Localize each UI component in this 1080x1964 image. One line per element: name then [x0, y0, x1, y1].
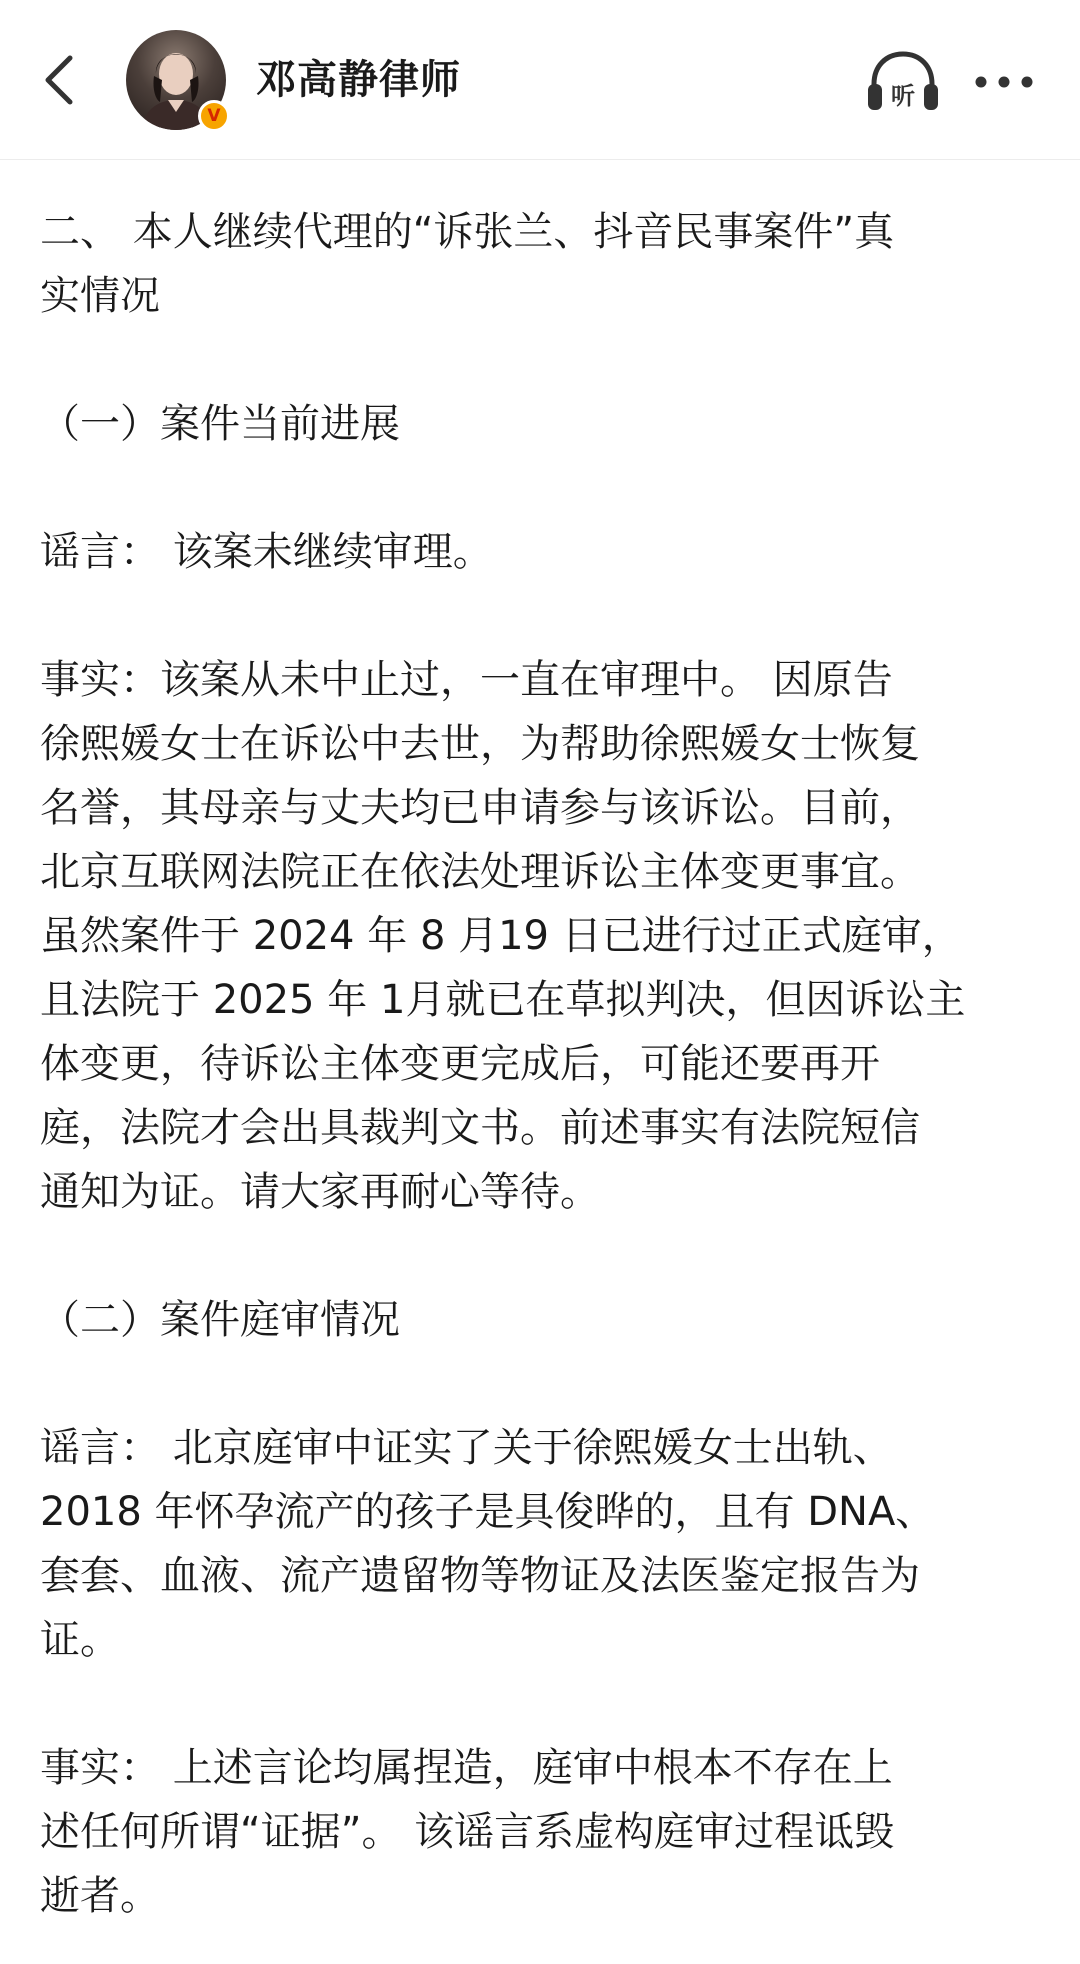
subsection-heading: （二）案件庭审情况: [40, 1297, 400, 1343]
subsection-heading: （一）案件当前进展: [40, 401, 400, 447]
listen-button[interactable]: [864, 46, 942, 116]
fact-paragraph: 事实： 上述言论均属捏造，庭审中根本不存在上 述任何所谓“证据”。 该谣言系虚构庭审过程诋毁 逝者。: [40, 1745, 895, 1919]
back-arrow-icon[interactable]: [42, 54, 78, 106]
listen-label: 听: [891, 82, 915, 110]
more-dots-icon[interactable]: [974, 75, 1034, 89]
top-nav-bar: [0, 0, 1080, 160]
verified-badge: V: [198, 100, 230, 132]
rumor-paragraph: 谣言： 北京庭审中证实了关于徐熙媛女士出轨、 2018 年怀孕流产的孩子是具俊晔的，且有 DNA、 套套、血液、流产遗留物等物证及法医鉴定报告为 证。: [40, 1425, 936, 1663]
article-body: [40, 200, 1050, 1928]
headphones-listen-icon[interactable]: [864, 46, 942, 116]
rumor-paragraph: 谣言： 该案未继续审理。: [40, 529, 493, 575]
more-options-button[interactable]: [968, 54, 1040, 110]
section-heading: 二、 本人继续代理的“诉张兰、抖音民事案件”真 实情况: [40, 209, 895, 319]
account-avatar[interactable]: [126, 30, 226, 130]
account-name[interactable]: 邓高静律师: [256, 57, 461, 103]
back-button[interactable]: [28, 48, 92, 112]
fact-paragraph: 事实：该案从未中止过，一直在审理中。 因原告 徐熙媛女士在诉讼中去世，为帮助徐熙媛女士恢复 名誉，其母亲与丈夫均已申请参与该诉讼。目前， 北京互联网法院正在依法处理诉讼主体变更事宜。 虽然案件于 2024 年 8 月19 日已进行过正式庭审， 且法院于 2025 年 1月就已在草拟判决，但因诉讼主 体变更，待诉讼主体变更完成后，可能还要再开 庭，法院才会出具裁判文书。前述事实有法院短信 通知为证。请大家再耐心等待。: [40, 657, 966, 1215]
